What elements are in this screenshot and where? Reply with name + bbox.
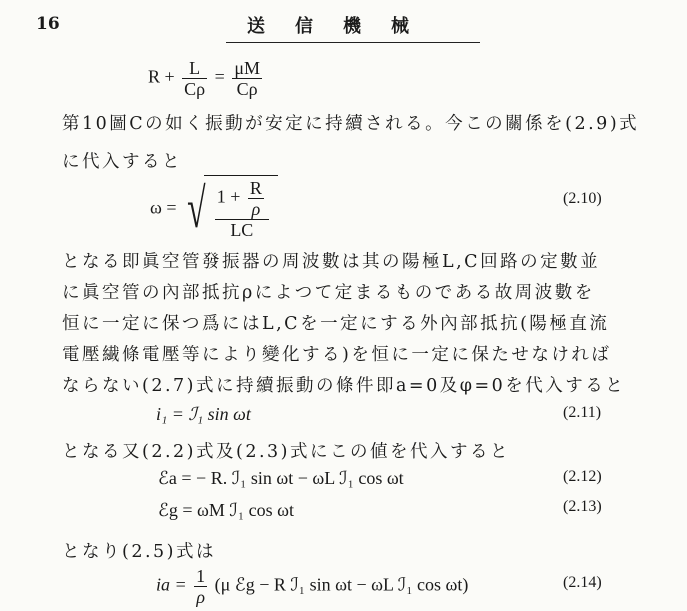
frac-den: ρ: [196, 587, 205, 607]
text-line-7: ならない(2.7)式に持續振動の條件即a=0及φ=0を代入すると: [62, 376, 626, 396]
equation-2-11: i₁ = ℐ₁ sin ωt: [156, 404, 251, 424]
eq-214-frac: [194, 566, 207, 607]
sqrt-expression: [181, 175, 278, 241]
page-number: 16: [36, 14, 60, 34]
header-rule: [226, 42, 480, 43]
text-line-1: 第10圖Cの如く振動が安定に持續される。今この關係を(2.9)式: [62, 114, 640, 134]
frac-den: LC: [230, 220, 254, 240]
eq-number-2-11: (2.11): [563, 404, 602, 421]
ia-lhs: ia =: [156, 574, 187, 595]
equals-sign: =: [214, 66, 225, 87]
omega-lhs: ω =: [150, 197, 177, 218]
text-line-3: となる即眞空管發振器の周波數は其の陽極L,C回路の定數並: [62, 252, 601, 272]
eq-210-inner-frac: [248, 178, 264, 219]
equation-top: [148, 58, 265, 99]
frac-num: R: [249, 178, 262, 198]
frac-den: Cρ: [184, 79, 206, 99]
radical-sign: √: [187, 178, 206, 240]
one-plus: 1 +: [216, 186, 245, 207]
eq-top-lhs: R +: [148, 66, 180, 87]
frac-num: μM: [234, 58, 260, 78]
eq-top-frac-left: [182, 58, 207, 99]
text-line-4: に眞空管の內部抵抗ρによつて定まるものである故周波數を: [62, 283, 595, 303]
equation-2-12: ℰa = − R. ℐ₁ sin ωt − ωL ℐ₁ cos ωt: [158, 468, 404, 488]
frac-num: L: [182, 58, 207, 79]
eq-number-2-14: (2.14): [563, 574, 602, 591]
text-line-9: となり(2.5)式は: [62, 542, 216, 562]
eq-number-2-13: (2.13): [563, 498, 602, 515]
eq-number-2-10: (2.10): [563, 190, 602, 207]
text-line-2: に代入すると: [62, 152, 182, 172]
text-line-8: となる又(2.2)式及(2.3)式にこの値を代入すると: [62, 442, 510, 462]
eq-214-rest: (μ ℰg − R ℐ₁ sin ωt − ωL ℐ₁ cos ωt): [214, 574, 469, 595]
frac-num: 1: [196, 566, 206, 586]
text-line-5: 恒に一定に保つ爲にはL,Cを一定にする外內部抵抗(陽極直流: [62, 314, 610, 334]
eq-top-frac-right: [232, 58, 262, 99]
equation-2-10: [150, 175, 278, 241]
equation-2-14: [156, 566, 468, 607]
equation-2-13: ℰg = ωM ℐ₁ cos ωt: [158, 500, 294, 520]
eq-210-outer-frac: [215, 178, 269, 240]
frac-den: Cρ: [236, 79, 258, 99]
running-header: 送信機械: [247, 16, 439, 37]
frac-den: ρ: [251, 199, 261, 219]
text-line-6: 電壓繊條電壓等により變化する)を恒に一定に保たせなければ: [62, 345, 612, 365]
eq-number-2-12: (2.12): [563, 468, 602, 485]
